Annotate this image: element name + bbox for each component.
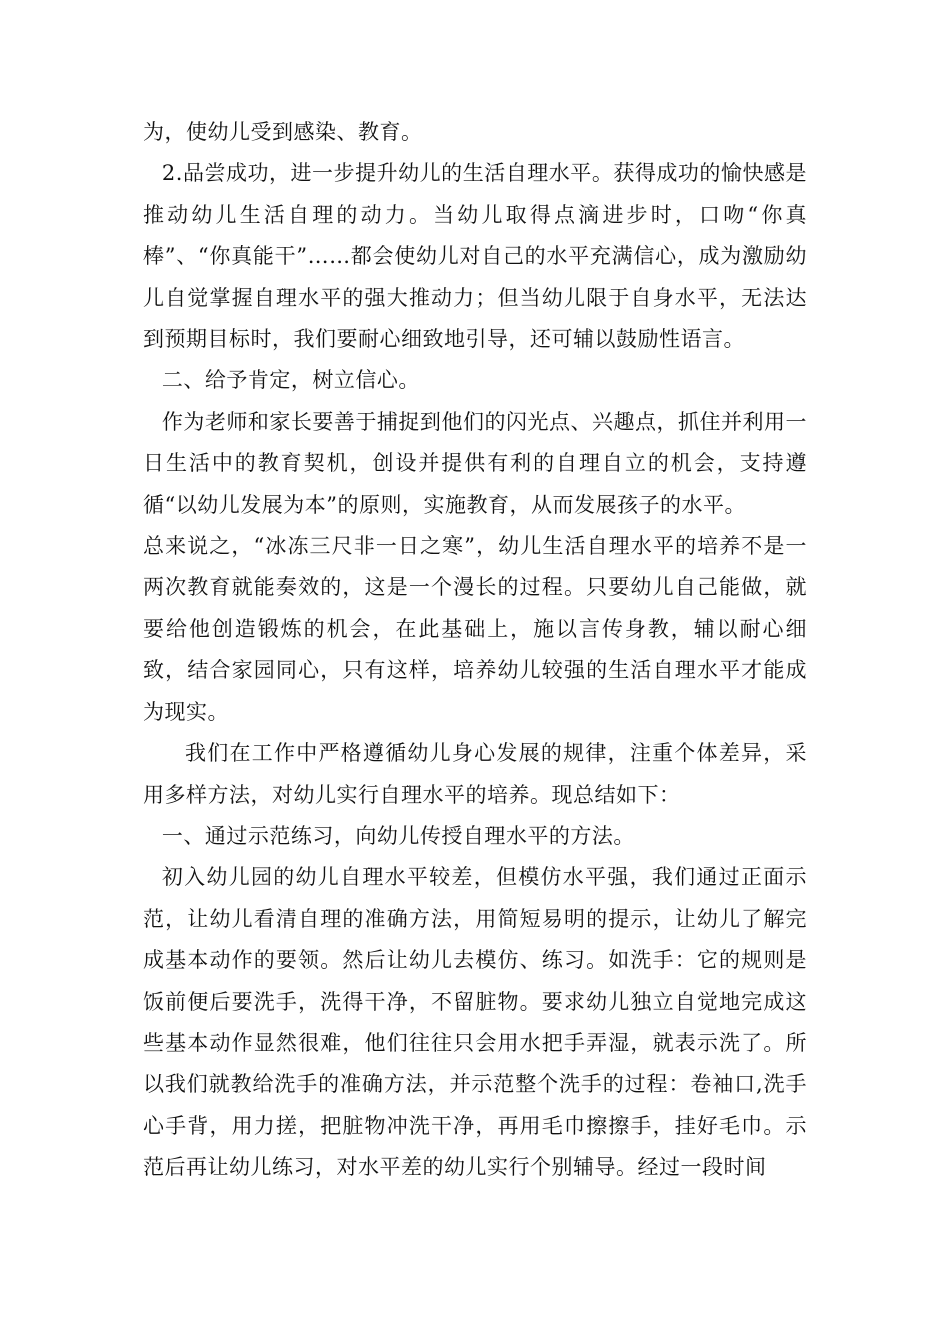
paragraph-continuation: 为，使幼儿受到感染、教育。 <box>143 120 423 144</box>
paragraph-summary: 总来说之，“冰冻三尺非一日之寒”，幼儿生活自理水平的培养不是一两次教育就能奏效的，这是一个漫长的过程。只要幼儿自己能做，就要给他创造锻炼的机会，在此基础上，施以言传身教，辅以耐心细致，结合家园同心，只有这样，培养幼儿较强的生活自理水平才能成为现实。 <box>143 534 807 724</box>
section-heading-affirm: 二、给予肯定，树立信心。 <box>161 368 420 393</box>
paragraph-taste-success: 2.品尝成功，进一步提升幼儿的生活自理水平。获得成功的愉快感是推动幼儿生活自理的动力。当幼儿取得点滴进步时，口吻“你真棒”、“你真能干”……都会使幼儿对自己的水平充满信心，成为激励幼儿自觉掌握自理水平的强大推动力；但当幼儿限于自身水平，无法达到预期目标时，我们要耐心细致地引导，还可辅以鼓励性语言。 <box>143 161 807 352</box>
section-heading-demonstration: 一、通过示范练习，向幼儿传授自理水平的方法。 <box>161 823 635 848</box>
document-body <box>143 112 807 1189</box>
paragraph-teachers-parents: 作为老师和家长要善于捕捉到他们的闪光点、兴趣点，抓住并利用一日生活中的教育契机，创设并提供有利的自理自立的机会，支持遵循“以幼儿发展为本”的原则，实施教育，从而发展孩子的水平。 <box>143 409 807 517</box>
paragraph-work-intro: 我们在工作中严格遵循幼儿身心发展的规律，注重个体差异，采用多样方法，对幼儿实行自理水平的培养。现总结如下： <box>143 741 807 807</box>
paragraph-hand-washing: 初入幼儿园的幼儿自理水平较差，但模仿水平强，我们通过正面示范，让幼儿看清自理的准确方法，用简短易明的提示，让幼儿了解完成基本动作的要领。然后让幼儿去模仿、练习。如洗手：它的规则是饭前便后要洗手，洗得干净，不留脏物。要求幼儿独立自觉地完成这些基本动作显然很难，他们往往只会用水把手弄湿，就表示洗了。所以我们就教给洗手的准确方法，并示范整个洗手的过程：卷袖口,洗手心手背，用力搓，把脏物冲洗干净，再用毛巾擦擦手，挂好毛巾。示范后再让幼儿练习，对水平差的幼儿实行个别辅导。经过一段时间 <box>143 865 807 1180</box>
